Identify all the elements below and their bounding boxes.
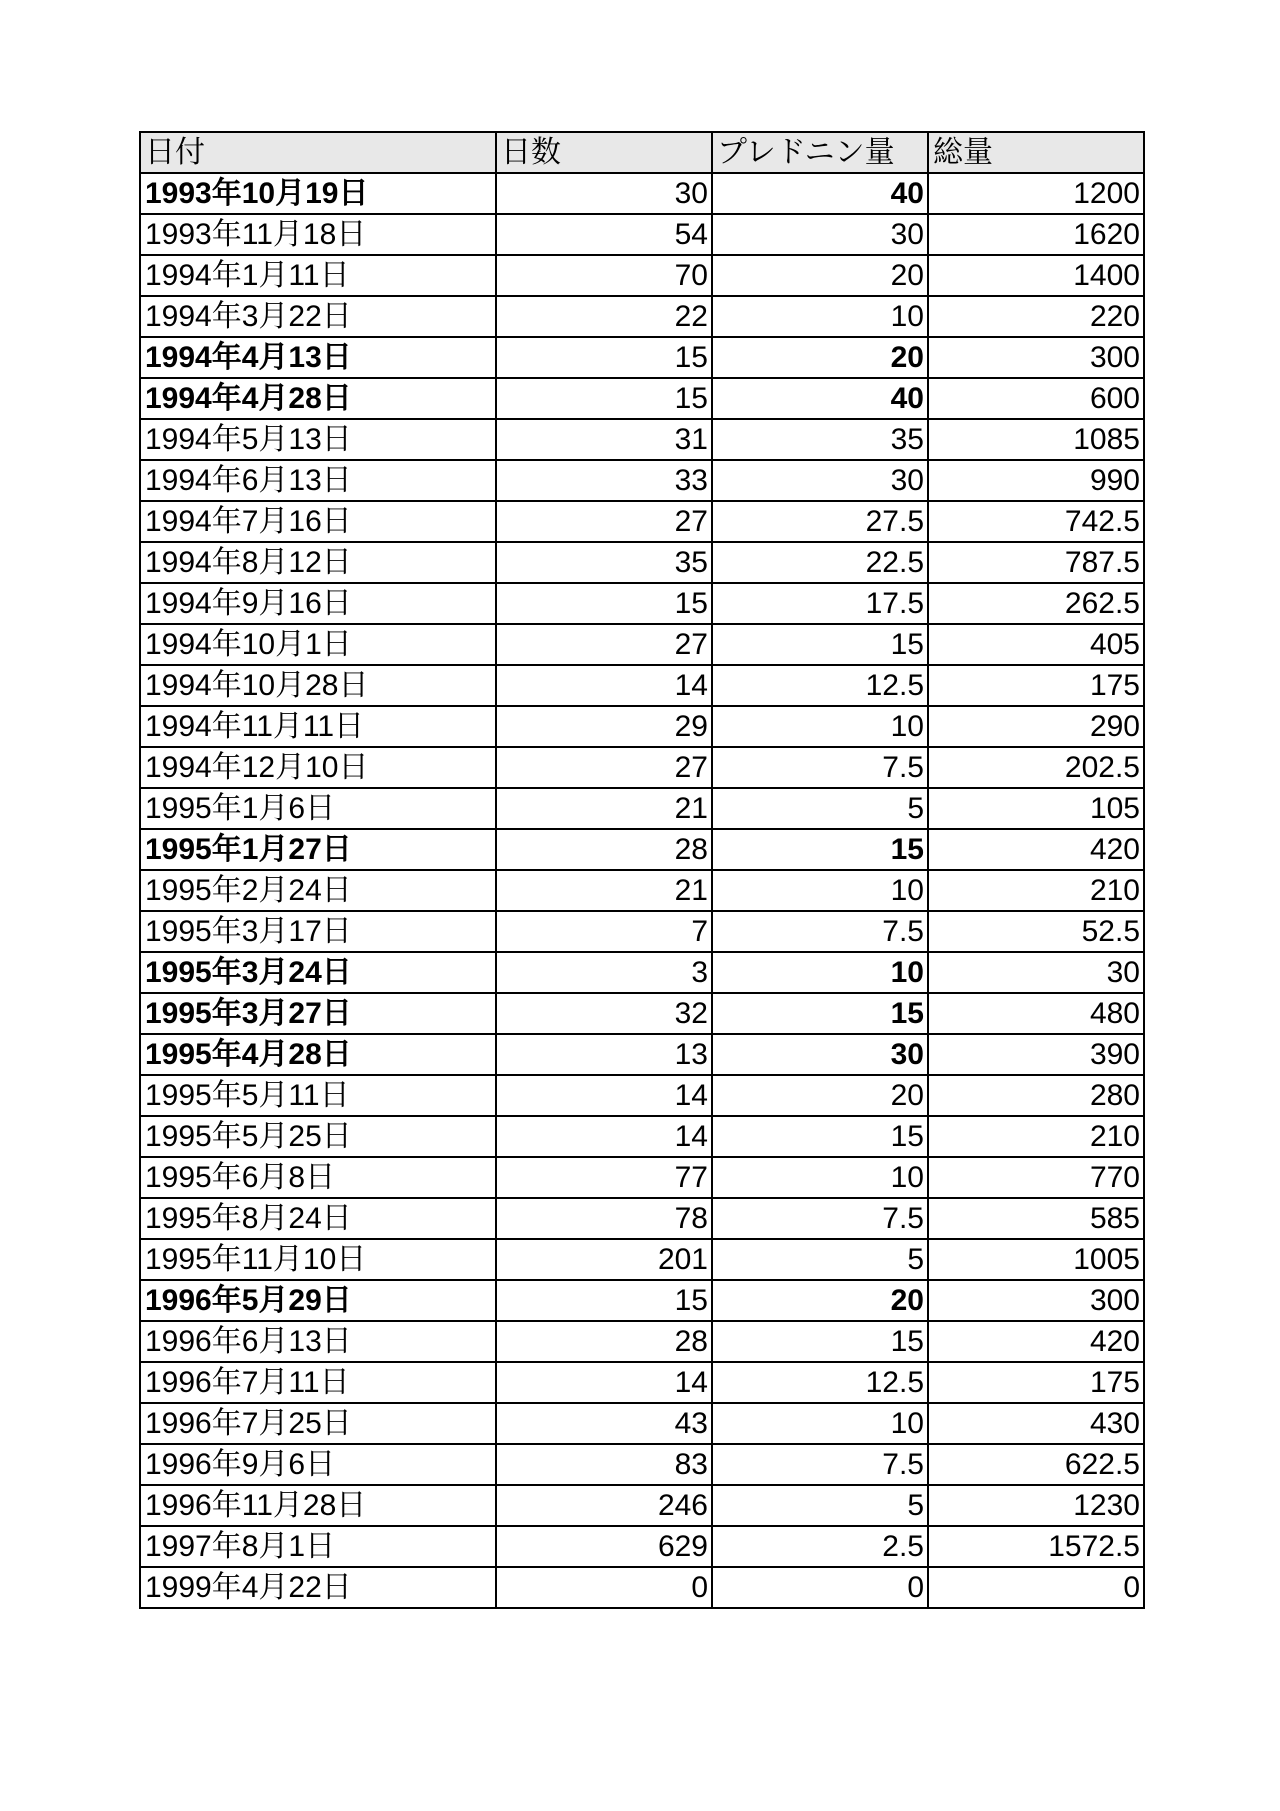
table-row	[140, 1567, 1144, 1608]
table-row	[140, 993, 1144, 1034]
header-date: 日付	[140, 132, 496, 173]
prednisone-dose-table	[139, 131, 1145, 1609]
cell-date: 1994年8月12日	[140, 542, 496, 583]
cell-date: 1994年9月16日	[140, 583, 496, 624]
cell-prednisone-dose: 40	[712, 378, 928, 419]
cell-total-dose: 210	[928, 1116, 1144, 1157]
cell-days: 27	[496, 624, 712, 665]
cell-prednisone-dose: 7.5	[712, 1444, 928, 1485]
cell-prednisone-dose: 10	[712, 1403, 928, 1444]
table-row	[140, 1116, 1144, 1157]
cell-prednisone-dose: 15	[712, 1321, 928, 1362]
table-row	[140, 952, 1144, 993]
cell-days: 33	[496, 460, 712, 501]
cell-total-dose: 30	[928, 952, 1144, 993]
cell-prednisone-dose: 27.5	[712, 501, 928, 542]
cell-prednisone-dose: 12.5	[712, 1362, 928, 1403]
table-row	[140, 1403, 1144, 1444]
cell-total-dose: 175	[928, 1362, 1144, 1403]
cell-prednisone-dose: 35	[712, 419, 928, 460]
cell-prednisone-dose: 15	[712, 624, 928, 665]
cell-date: 1994年12月10日	[140, 747, 496, 788]
cell-date: 1995年11月10日	[140, 1239, 496, 1280]
cell-total-dose: 480	[928, 993, 1144, 1034]
cell-date: 1994年4月13日	[140, 337, 496, 378]
cell-prednisone-dose: 5	[712, 1239, 928, 1280]
cell-total-dose: 175	[928, 665, 1144, 706]
table-row	[140, 1485, 1144, 1526]
cell-total-dose: 1400	[928, 255, 1144, 296]
header-prednisone-dose: プレドニン量	[712, 132, 928, 173]
cell-total-dose: 420	[928, 829, 1144, 870]
cell-days: 15	[496, 337, 712, 378]
table-row	[140, 747, 1144, 788]
cell-date: 1995年3月27日	[140, 993, 496, 1034]
table-row	[140, 583, 1144, 624]
cell-prednisone-dose: 2.5	[712, 1526, 928, 1567]
cell-date: 1996年9月6日	[140, 1444, 496, 1485]
cell-days: 31	[496, 419, 712, 460]
cell-total-dose: 300	[928, 337, 1144, 378]
cell-days: 35	[496, 542, 712, 583]
cell-total-dose: 105	[928, 788, 1144, 829]
cell-total-dose: 1620	[928, 214, 1144, 255]
table-row	[140, 624, 1144, 665]
table-row	[140, 1280, 1144, 1321]
cell-days: 201	[496, 1239, 712, 1280]
cell-date: 1996年6月13日	[140, 1321, 496, 1362]
cell-days: 30	[496, 173, 712, 214]
cell-date: 1994年11月11日	[140, 706, 496, 747]
cell-prednisone-dose: 5	[712, 1485, 928, 1526]
cell-prednisone-dose: 30	[712, 214, 928, 255]
cell-date: 1995年1月6日	[140, 788, 496, 829]
table-row	[140, 173, 1144, 214]
cell-total-dose: 300	[928, 1280, 1144, 1321]
cell-prednisone-dose: 10	[712, 706, 928, 747]
cell-prednisone-dose: 20	[712, 1075, 928, 1116]
cell-days: 22	[496, 296, 712, 337]
cell-prednisone-dose: 7.5	[712, 911, 928, 952]
cell-days: 27	[496, 501, 712, 542]
table-row	[140, 1198, 1144, 1239]
cell-days: 77	[496, 1157, 712, 1198]
cell-days: 21	[496, 870, 712, 911]
table-row	[140, 1239, 1144, 1280]
cell-prednisone-dose: 5	[712, 788, 928, 829]
cell-date: 1994年7月16日	[140, 501, 496, 542]
cell-date: 1999年4月22日	[140, 1567, 496, 1608]
cell-total-dose: 787.5	[928, 542, 1144, 583]
cell-days: 13	[496, 1034, 712, 1075]
table-row	[140, 296, 1144, 337]
cell-days: 15	[496, 378, 712, 419]
cell-prednisone-dose: 30	[712, 460, 928, 501]
table-row	[140, 1362, 1144, 1403]
cell-total-dose: 1200	[928, 173, 1144, 214]
cell-days: 14	[496, 665, 712, 706]
cell-total-dose: 1230	[928, 1485, 1144, 1526]
cell-days: 54	[496, 214, 712, 255]
cell-total-dose: 1085	[928, 419, 1144, 460]
cell-date: 1994年10月28日	[140, 665, 496, 706]
table-row	[140, 501, 1144, 542]
cell-date: 1996年5月29日	[140, 1280, 496, 1321]
header-total-dose: 総量	[928, 132, 1144, 173]
cell-date: 1994年6月13日	[140, 460, 496, 501]
cell-date: 1994年10月1日	[140, 624, 496, 665]
table-row	[140, 788, 1144, 829]
cell-total-dose: 742.5	[928, 501, 1144, 542]
cell-date: 1993年10月19日	[140, 173, 496, 214]
table-row	[140, 214, 1144, 255]
table-row	[140, 1034, 1144, 1075]
cell-prednisone-dose: 7.5	[712, 747, 928, 788]
table-row	[140, 1075, 1144, 1116]
cell-total-dose: 405	[928, 624, 1144, 665]
cell-date: 1995年8月24日	[140, 1198, 496, 1239]
cell-date: 1996年7月25日	[140, 1403, 496, 1444]
cell-total-dose: 1572.5	[928, 1526, 1144, 1567]
header-days: 日数	[496, 132, 712, 173]
cell-days: 28	[496, 1321, 712, 1362]
cell-date: 1995年3月17日	[140, 911, 496, 952]
cell-total-dose: 420	[928, 1321, 1144, 1362]
cell-days: 78	[496, 1198, 712, 1239]
cell-prednisone-dose: 15	[712, 993, 928, 1034]
table-row	[140, 706, 1144, 747]
cell-total-dose: 990	[928, 460, 1144, 501]
cell-total-dose: 220	[928, 296, 1144, 337]
cell-days: 28	[496, 829, 712, 870]
table-row	[140, 337, 1144, 378]
cell-date: 1994年4月28日	[140, 378, 496, 419]
cell-total-dose: 430	[928, 1403, 1144, 1444]
cell-days: 0	[496, 1567, 712, 1608]
cell-days: 3	[496, 952, 712, 993]
cell-prednisone-dose: 10	[712, 1157, 928, 1198]
cell-prednisone-dose: 30	[712, 1034, 928, 1075]
cell-date: 1993年11月18日	[140, 214, 496, 255]
cell-date: 1995年6月8日	[140, 1157, 496, 1198]
cell-total-dose: 0	[928, 1567, 1144, 1608]
cell-prednisone-dose: 20	[712, 337, 928, 378]
cell-date: 1994年1月11日	[140, 255, 496, 296]
table-row	[140, 1157, 1144, 1198]
cell-prednisone-dose: 10	[712, 296, 928, 337]
table-row	[140, 911, 1144, 952]
table-row	[140, 255, 1144, 296]
table-row	[140, 460, 1144, 501]
table-row	[140, 419, 1144, 460]
cell-date: 1995年5月11日	[140, 1075, 496, 1116]
table-row	[140, 542, 1144, 583]
cell-prednisone-dose: 20	[712, 255, 928, 296]
cell-days: 83	[496, 1444, 712, 1485]
cell-prednisone-dose: 7.5	[712, 1198, 928, 1239]
cell-total-dose: 1005	[928, 1239, 1144, 1280]
table-row	[140, 829, 1144, 870]
table-row	[140, 870, 1144, 911]
cell-total-dose: 290	[928, 706, 1144, 747]
cell-prednisone-dose: 10	[712, 870, 928, 911]
cell-days: 15	[496, 1280, 712, 1321]
cell-days: 32	[496, 993, 712, 1034]
header-row	[140, 132, 1144, 173]
cell-total-dose: 585	[928, 1198, 1144, 1239]
cell-total-dose: 210	[928, 870, 1144, 911]
cell-date: 1996年7月11日	[140, 1362, 496, 1403]
cell-days: 43	[496, 1403, 712, 1444]
cell-total-dose: 52.5	[928, 911, 1144, 952]
cell-total-dose: 280	[928, 1075, 1144, 1116]
table-row	[140, 1444, 1144, 1485]
cell-days: 14	[496, 1075, 712, 1116]
cell-date: 1995年2月24日	[140, 870, 496, 911]
cell-total-dose: 622.5	[928, 1444, 1144, 1485]
table-row	[140, 378, 1144, 419]
cell-days: 29	[496, 706, 712, 747]
cell-days: 15	[496, 583, 712, 624]
cell-days: 27	[496, 747, 712, 788]
cell-date: 1995年1月27日	[140, 829, 496, 870]
cell-date: 1994年5月13日	[140, 419, 496, 460]
cell-prednisone-dose: 40	[712, 173, 928, 214]
cell-prednisone-dose: 12.5	[712, 665, 928, 706]
table-body	[140, 173, 1144, 1608]
cell-total-dose: 390	[928, 1034, 1144, 1075]
cell-date: 1994年3月22日	[140, 296, 496, 337]
cell-prednisone-dose: 22.5	[712, 542, 928, 583]
cell-total-dose: 262.5	[928, 583, 1144, 624]
table-row	[140, 1526, 1144, 1567]
cell-date: 1995年4月28日	[140, 1034, 496, 1075]
cell-date: 1995年5月25日	[140, 1116, 496, 1157]
cell-prednisone-dose: 15	[712, 829, 928, 870]
cell-prednisone-dose: 10	[712, 952, 928, 993]
cell-days: 246	[496, 1485, 712, 1526]
cell-prednisone-dose: 20	[712, 1280, 928, 1321]
cell-days: 14	[496, 1362, 712, 1403]
cell-days: 70	[496, 255, 712, 296]
cell-days: 21	[496, 788, 712, 829]
cell-total-dose: 600	[928, 378, 1144, 419]
table-row	[140, 1321, 1144, 1362]
cell-days: 7	[496, 911, 712, 952]
cell-total-dose: 770	[928, 1157, 1144, 1198]
cell-date: 1997年8月1日	[140, 1526, 496, 1567]
cell-days: 629	[496, 1526, 712, 1567]
cell-prednisone-dose: 15	[712, 1116, 928, 1157]
cell-date: 1996年11月28日	[140, 1485, 496, 1526]
cell-date: 1995年3月24日	[140, 952, 496, 993]
cell-prednisone-dose: 0	[712, 1567, 928, 1608]
cell-total-dose: 202.5	[928, 747, 1144, 788]
cell-days: 14	[496, 1116, 712, 1157]
table-row	[140, 665, 1144, 706]
cell-prednisone-dose: 17.5	[712, 583, 928, 624]
